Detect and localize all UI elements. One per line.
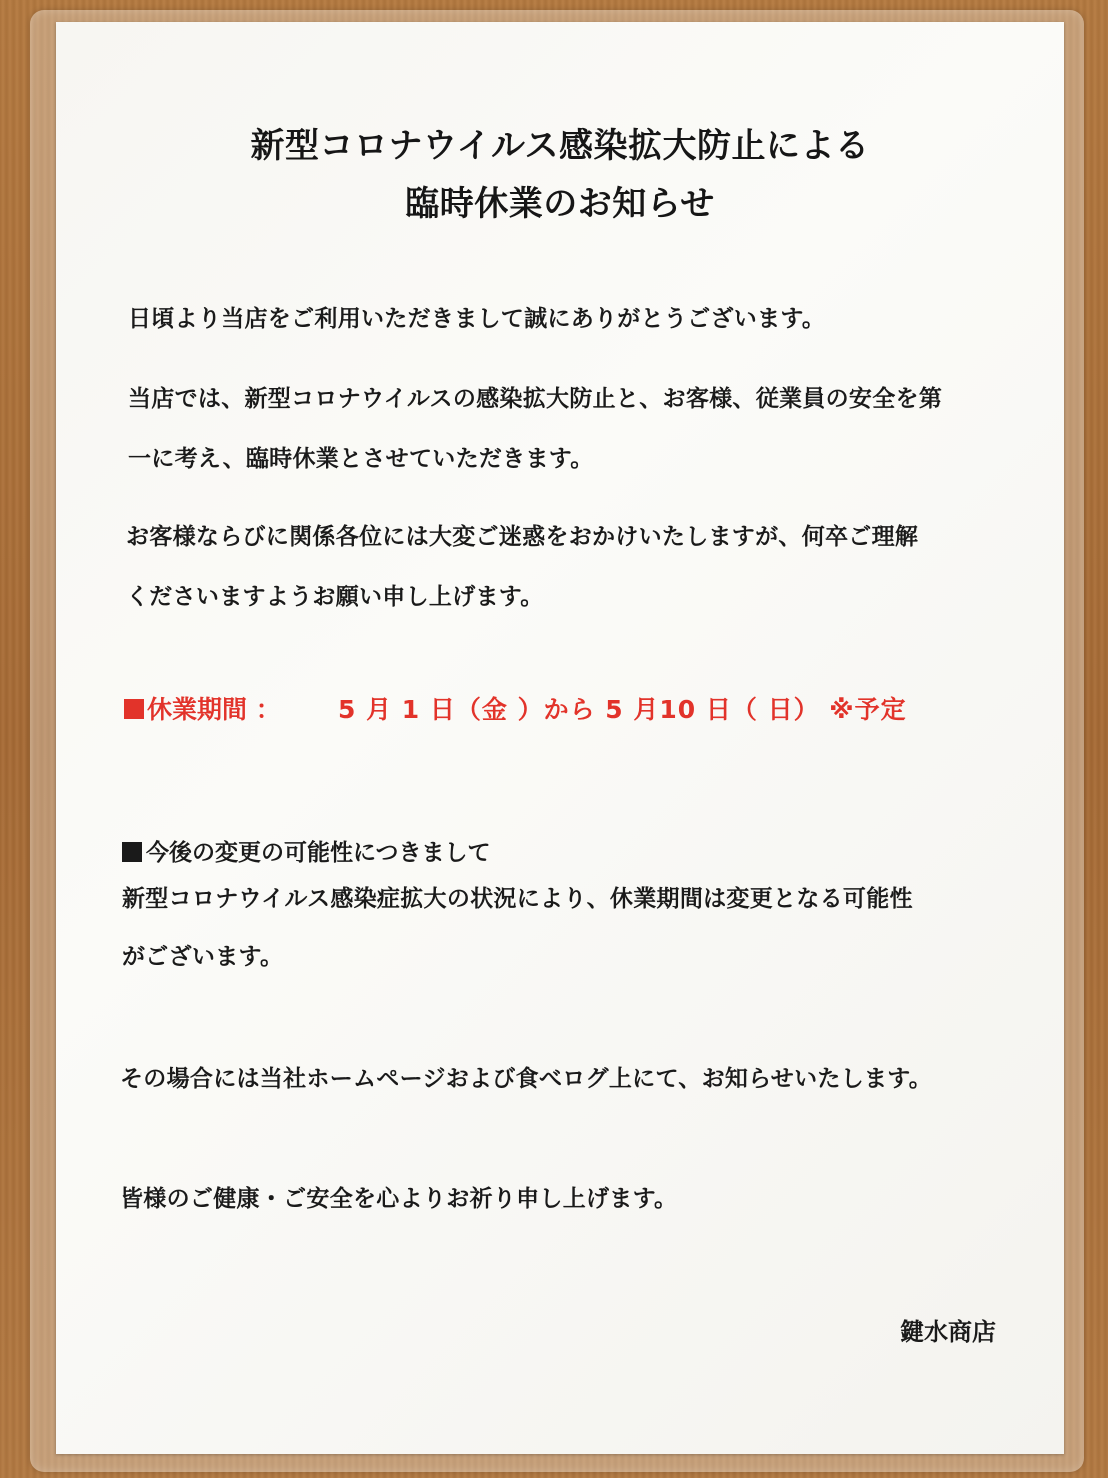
announce-text: その場合には当社ホームページおよび食べログ上にて、お知らせいたします。 (120, 1066, 933, 1092)
closing-text: 皆様のご健康・ご安全を心よりお祈り申し上げます。 (120, 1186, 678, 1212)
change-line-1: 新型コロナウイルス感染症拡大の状況により、休業期間は変更となる可能性 (122, 886, 913, 912)
red-square-bullet-icon (124, 699, 144, 719)
title-line-2: 臨時休業のお知らせ (405, 184, 715, 224)
closure-period-label: 休業期間 ： (147, 695, 281, 724)
notice-paper (56, 22, 1064, 1454)
body2-line-1: お客様ならびに関係各位には大変ご迷惑をおかけいたしますが、何卒ご理解 (126, 524, 919, 550)
title-line-1: 新型コロナウイルス感染拡大防止による (250, 126, 870, 166)
black-square-bullet-icon (122, 842, 142, 862)
change-line-2: がございます。 (122, 944, 284, 970)
store-signature: 鍵水商店 (900, 1318, 996, 1346)
change-heading (122, 834, 491, 867)
closure-period-dates: 5 月 1 日（金 ）から 5 月10 日（ 日） ※予定 (338, 695, 907, 724)
change-heading-text: 今後の変更の可能性につきまして (146, 840, 491, 866)
body2-line-2: くださいますようお願い申し上げます。 (126, 584, 544, 610)
closure-period (124, 690, 907, 726)
greeting-text: 日頃より当店をご利用いただきまして誠にありがとうございます。 (128, 306, 826, 332)
body1-line-2: 一に考え、臨時休業とさせていただきます。 (128, 446, 594, 472)
body1-line-1: 当店では、新型コロナウイルスの感染拡大防止と、お客様、従業員の安全を第 (128, 386, 943, 412)
